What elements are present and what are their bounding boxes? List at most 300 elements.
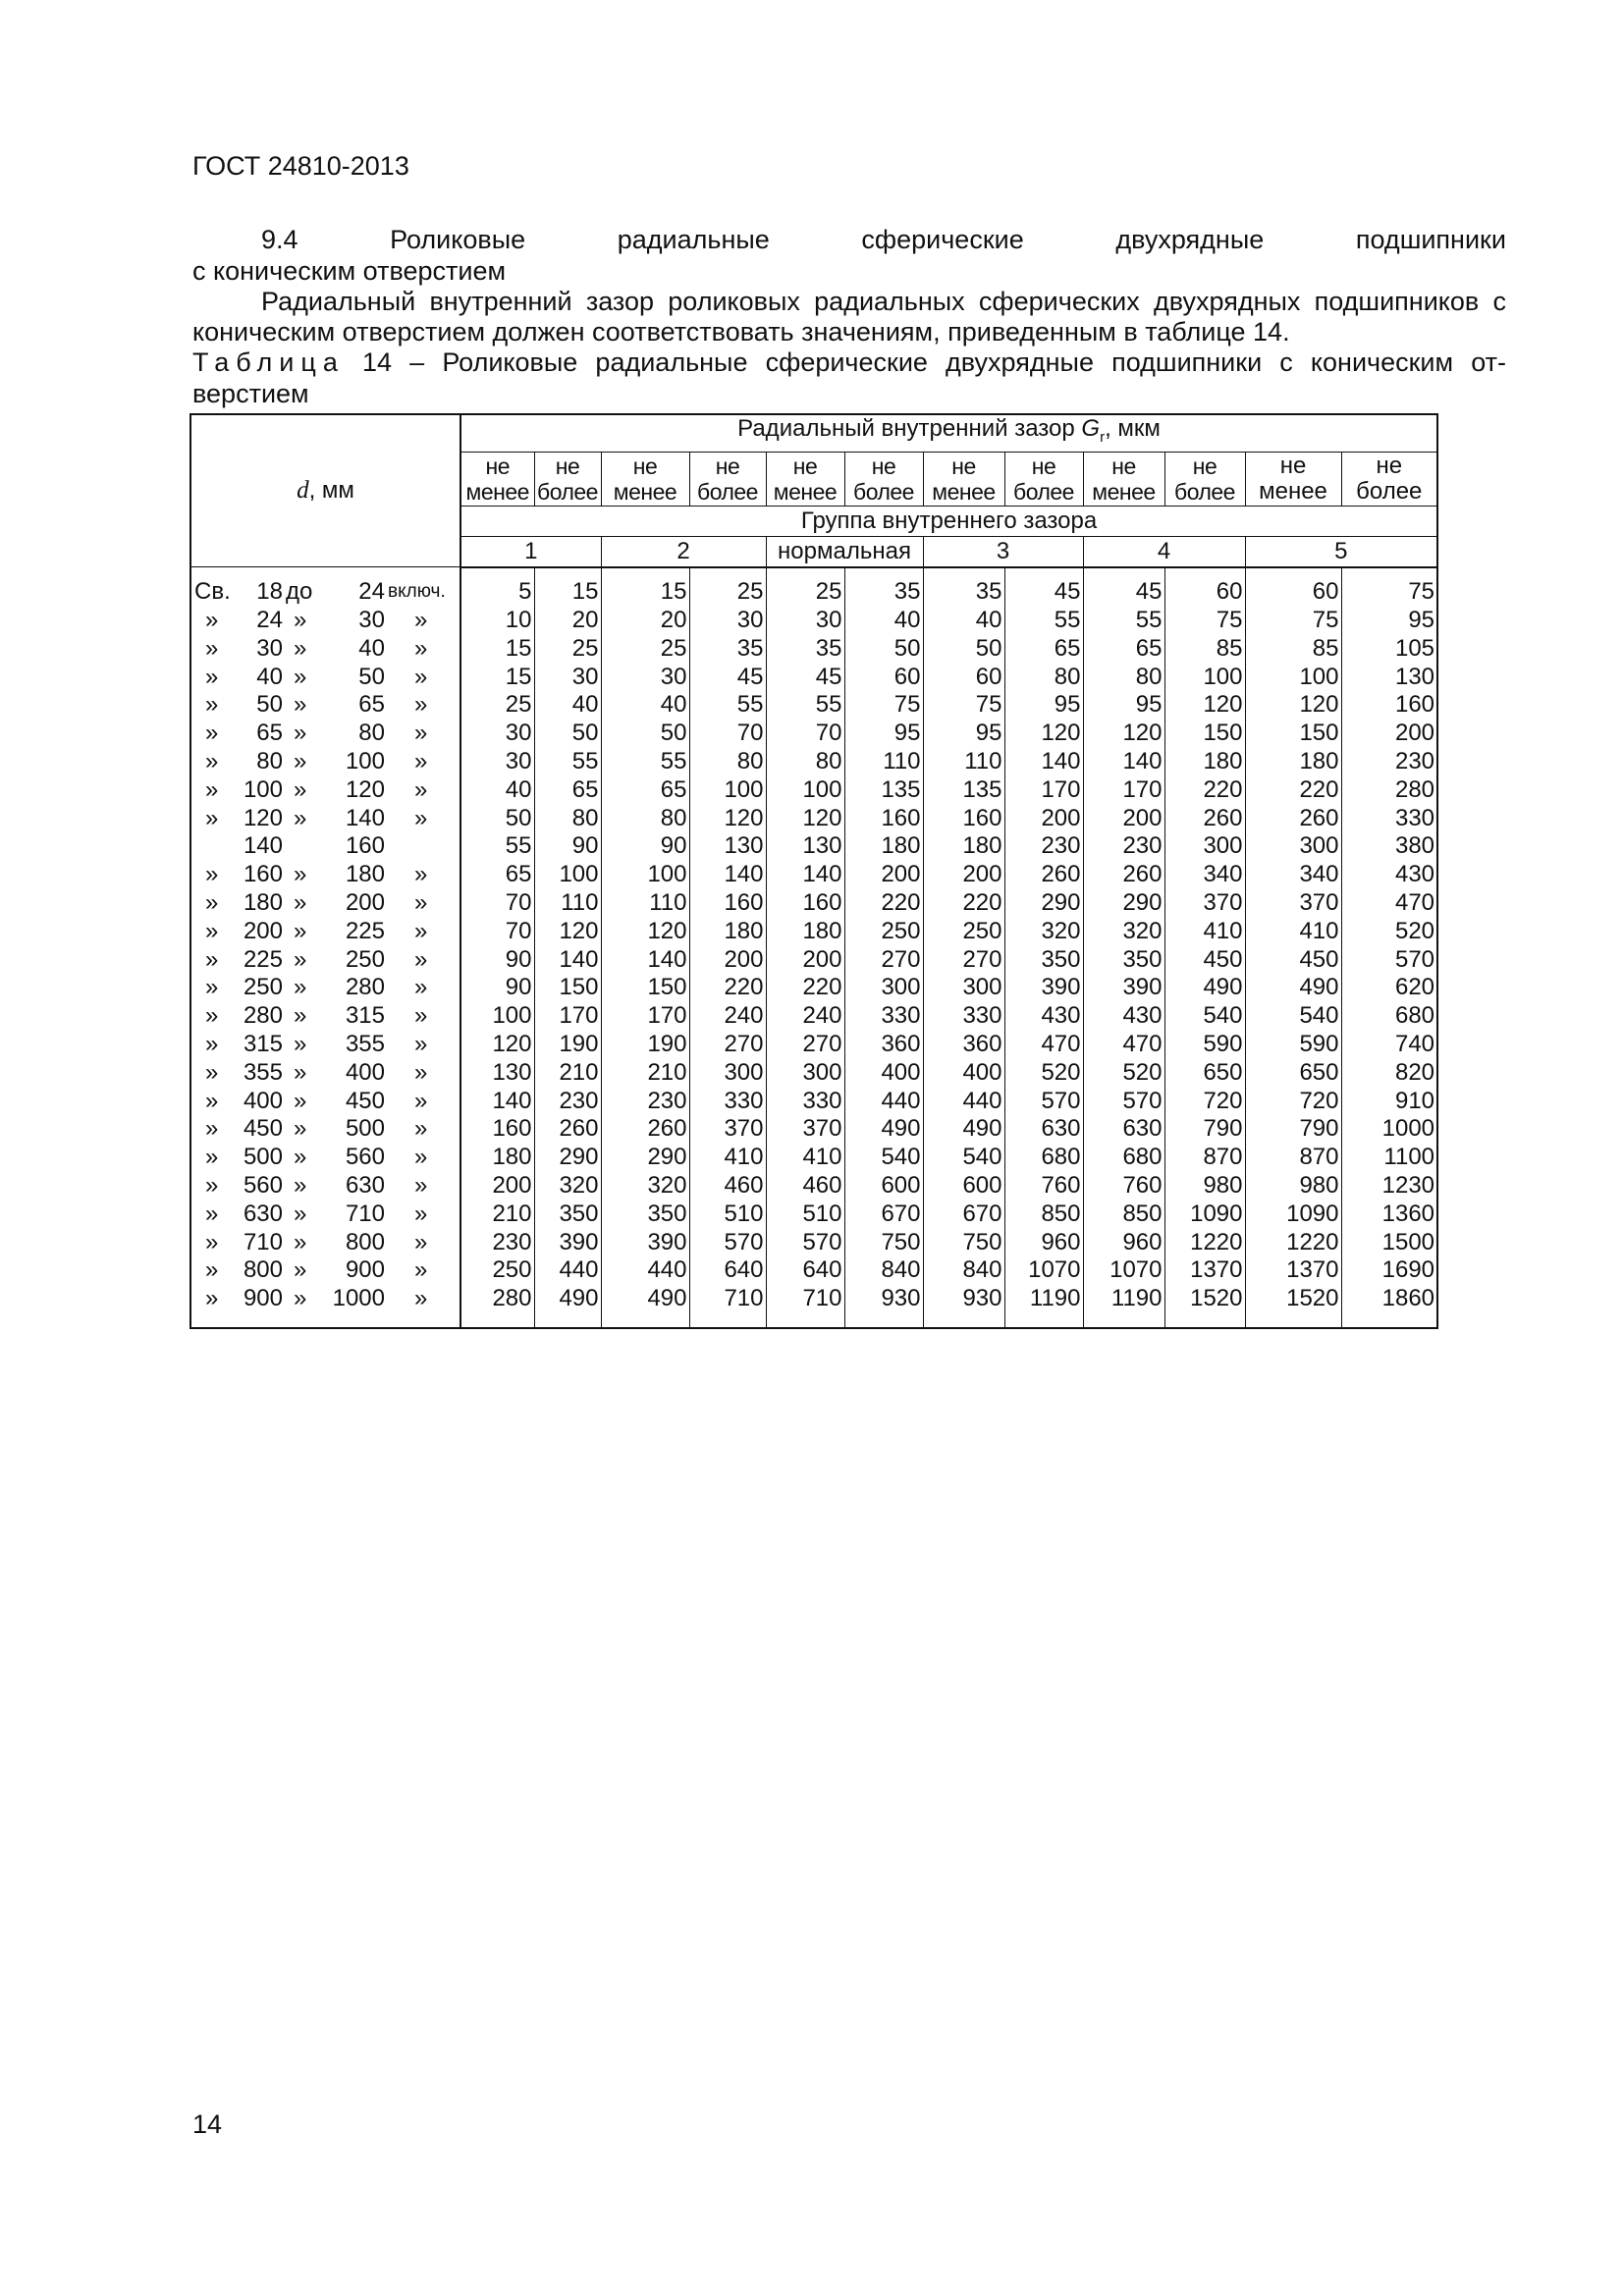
table-row <box>190 1002 1437 1031</box>
ditto-mark: » <box>294 945 307 973</box>
max-value-cell: 670 <box>844 1200 923 1228</box>
max-value-cell: 210 <box>534 1058 601 1087</box>
ditto-mark: » <box>294 1256 307 1284</box>
min-value-cell: 95 <box>923 720 1004 748</box>
max-value-cell: 50 <box>844 634 923 663</box>
ditto-mark: » <box>205 917 219 944</box>
d-from-value: 200 <box>243 917 283 944</box>
table-caption-line2: верстием <box>192 379 309 408</box>
ditto-mark: » <box>414 917 428 944</box>
max-value-cell: 340 <box>1164 861 1245 889</box>
group-label: 3 <box>923 536 1083 567</box>
max-value-cell: 1000 <box>1341 1115 1437 1144</box>
max-value-cell: 180 <box>689 917 766 945</box>
min-value-cell: 230 <box>601 1087 689 1115</box>
min-value-cell: 160 <box>923 804 1004 832</box>
max-value-cell: 620 <box>1341 974 1437 1002</box>
max-value-cell: 750 <box>844 1228 923 1256</box>
ditto-mark: » <box>294 720 307 747</box>
min-value-cell: 5 <box>460 567 534 607</box>
ditto-mark: » <box>294 1285 307 1312</box>
max-value-cell: 540 <box>1164 1002 1245 1031</box>
max-value-cell: 220 <box>844 889 923 918</box>
table-row <box>190 691 1437 720</box>
max-value-cell: 330 <box>1341 804 1437 832</box>
clearance-table <box>189 413 1438 1329</box>
max-value-cell: 640 <box>689 1256 766 1285</box>
min-value-cell: 490 <box>1245 974 1341 1002</box>
max-value-cell: 60 <box>844 663 923 691</box>
max-value-cell: 350 <box>534 1200 601 1228</box>
min-value-cell: 40 <box>923 607 1004 635</box>
ditto-mark: » <box>205 634 219 662</box>
max-value-cell: 410 <box>1164 917 1245 945</box>
max-value-cell: 740 <box>1341 1031 1437 1059</box>
d-to-value: 1000 <box>332 1285 385 1312</box>
d-from-value: 630 <box>243 1200 283 1227</box>
d-to-value: 120 <box>345 775 385 803</box>
min-value-cell: 25 <box>601 634 689 663</box>
max-value-cell: 460 <box>689 1172 766 1201</box>
max-value-cell: 190 <box>534 1031 601 1059</box>
max-value-cell: 65 <box>1004 634 1083 663</box>
d-range-cell <box>190 1256 460 1285</box>
max-value-cell: 25 <box>534 634 601 663</box>
d-to-value: 710 <box>345 1200 385 1227</box>
max-value-cell: 270 <box>844 945 923 974</box>
max-value-cell: 40 <box>534 691 601 720</box>
min-value-cell: 680 <box>1083 1144 1164 1172</box>
max-value-cell: 120 <box>1004 720 1083 748</box>
ditto-mark: » <box>414 606 428 633</box>
min-value-cell: 60 <box>1245 567 1341 607</box>
max-header: не более <box>1341 452 1437 506</box>
ditto-mark: » <box>414 1256 428 1284</box>
ditto-mark: » <box>294 634 307 662</box>
d-to-value: 24 <box>358 577 385 605</box>
min-value-cell: 180 <box>766 917 844 945</box>
max-value-cell: 290 <box>534 1144 601 1172</box>
d-unit: , мм <box>308 477 354 505</box>
ditto-mark: » <box>205 1171 219 1199</box>
min-value-cell: 650 <box>1245 1058 1341 1087</box>
table-row <box>190 804 1437 832</box>
min-value-cell: 490 <box>923 1115 1004 1144</box>
ditto-mark: » <box>205 691 219 719</box>
min-value-cell: 260 <box>1083 861 1164 889</box>
min-value-cell: 570 <box>766 1228 844 1256</box>
max-value-cell: 75 <box>1164 607 1245 635</box>
min-value-cell: 90 <box>460 974 534 1002</box>
max-value-cell: 570 <box>1341 945 1437 974</box>
min-value-cell: 510 <box>766 1200 844 1228</box>
max-header: не более <box>1004 452 1083 506</box>
ditto-mark: » <box>294 606 307 633</box>
min-value-cell: 180 <box>1245 748 1341 776</box>
d-to-value: 500 <box>345 1115 385 1143</box>
d-range-cell <box>190 1228 460 1256</box>
max-value-cell: 220 <box>1164 775 1245 804</box>
min-value-cell: 65 <box>1083 634 1164 663</box>
group-label: 4 <box>1083 536 1245 567</box>
max-value-cell: 100 <box>689 775 766 804</box>
min-value-cell: 120 <box>601 917 689 945</box>
min-value-cell: 170 <box>601 1002 689 1031</box>
min-value-cell: 400 <box>923 1058 1004 1087</box>
min-header: не менее <box>1245 452 1341 506</box>
ditto-mark: » <box>414 1087 428 1114</box>
min-value-cell: 120 <box>460 1031 534 1059</box>
ditto-mark: » <box>294 1030 307 1057</box>
ditto-mark: » <box>414 1171 428 1199</box>
min-value-cell: 640 <box>766 1256 844 1285</box>
max-value-cell: 280 <box>1341 775 1437 804</box>
d-range-cell <box>190 889 460 918</box>
d-range-cell <box>190 663 460 691</box>
document-header: ГОСТ 24810-2013 <box>192 151 409 181</box>
min-value-cell: 220 <box>1245 775 1341 804</box>
ditto-mark: » <box>414 691 428 719</box>
table-row <box>190 1285 1437 1313</box>
max-value-cell: 400 <box>844 1058 923 1087</box>
min-value-cell: 50 <box>601 720 689 748</box>
max-value-cell: 200 <box>689 945 766 974</box>
d-from-value: 355 <box>243 1058 283 1086</box>
max-value-cell: 490 <box>1164 974 1245 1002</box>
min-value-cell: 35 <box>923 567 1004 607</box>
d-range-cell <box>190 1087 460 1115</box>
min-value-cell: 55 <box>601 748 689 776</box>
page-number: 14 <box>192 2109 223 2139</box>
max-value-cell: 150 <box>1164 720 1245 748</box>
min-value-cell: 960 <box>1083 1228 1164 1256</box>
min-value-cell: 120 <box>1245 691 1341 720</box>
min-value-cell: 330 <box>923 1002 1004 1031</box>
max-value-cell: 1100 <box>1341 1144 1437 1172</box>
max-value-cell: 680 <box>1004 1144 1083 1172</box>
min-value-cell: 280 <box>460 1285 534 1313</box>
max-value-cell: 1220 <box>1164 1228 1245 1256</box>
max-value-cell: 300 <box>1164 832 1245 861</box>
min-value-cell: 540 <box>1245 1002 1341 1031</box>
ditto-mark: » <box>205 1228 219 1255</box>
ditto-mark: » <box>205 888 219 916</box>
d-to-value: 900 <box>345 1256 385 1284</box>
min-value-cell: 450 <box>1245 945 1341 974</box>
max-value-cell: 1230 <box>1341 1172 1437 1201</box>
min-value-cell: 760 <box>1083 1172 1164 1201</box>
section-heading-line2: с коническим отверстием <box>192 256 507 286</box>
ditto-mark: » <box>294 1171 307 1199</box>
max-value-cell: 470 <box>1341 889 1437 918</box>
min-value-cell: 35 <box>766 634 844 663</box>
ditto-mark: » <box>294 1058 307 1086</box>
max-value-cell: 200 <box>1004 804 1083 832</box>
min-value-cell: 370 <box>1245 889 1341 918</box>
min-value-cell: 80 <box>766 748 844 776</box>
table-row <box>190 861 1437 889</box>
table-row <box>190 974 1437 1002</box>
max-value-cell: 220 <box>689 974 766 1002</box>
max-value-cell: 200 <box>844 861 923 889</box>
min-value-cell: 320 <box>601 1172 689 1201</box>
min-value-cell: 45 <box>766 663 844 691</box>
min-value-cell: 1370 <box>1245 1256 1341 1285</box>
ditto-mark: » <box>205 720 219 747</box>
max-value-cell: 1190 <box>1004 1285 1083 1313</box>
d-from-value: 30 <box>256 634 283 662</box>
table-row <box>190 1256 1437 1285</box>
max-value-cell: 180 <box>844 832 923 861</box>
max-value-cell: 40 <box>844 607 923 635</box>
min-value-cell: 430 <box>1083 1002 1164 1031</box>
max-value-cell: 300 <box>844 974 923 1002</box>
max-value-cell: 910 <box>1341 1087 1437 1115</box>
max-value-cell: 180 <box>1164 748 1245 776</box>
ditto-mark: » <box>205 804 219 831</box>
min-value-cell: 670 <box>923 1200 1004 1228</box>
min-value-cell: 130 <box>766 832 844 861</box>
min-value-cell: 160 <box>460 1115 534 1144</box>
d-symbol: d <box>297 477 309 505</box>
max-value-cell: 90 <box>534 832 601 861</box>
table-row <box>190 1058 1437 1087</box>
min-value-cell: 140 <box>766 861 844 889</box>
d-from-value: 18 <box>256 577 283 605</box>
max-value-cell: 230 <box>1341 748 1437 776</box>
max-value-cell: 360 <box>844 1031 923 1059</box>
max-value-cell: 520 <box>1004 1058 1083 1087</box>
ditto-mark: » <box>205 775 219 803</box>
group-label: 2 <box>601 536 766 567</box>
max-value-cell: 1360 <box>1341 1200 1437 1228</box>
min-value-cell: 850 <box>1083 1200 1164 1228</box>
min-value-cell: 80 <box>601 804 689 832</box>
d-range-cell <box>190 775 460 804</box>
min-value-cell: 1220 <box>1245 1228 1341 1256</box>
min-value-cell: 200 <box>460 1172 534 1201</box>
min-value-cell: 350 <box>601 1200 689 1228</box>
ditto-mark: » <box>294 861 307 888</box>
min-value-cell: 95 <box>1083 691 1164 720</box>
ditto-mark: » <box>414 1144 428 1171</box>
min-value-cell: 440 <box>923 1087 1004 1115</box>
max-value-cell: 410 <box>689 1144 766 1172</box>
min-value-cell: 390 <box>1083 974 1164 1002</box>
min-value-cell: 470 <box>1083 1031 1164 1059</box>
max-value-cell: 140 <box>689 861 766 889</box>
min-value-cell: 60 <box>923 663 1004 691</box>
min-value-cell: 930 <box>923 1285 1004 1313</box>
d-to-value: 40 <box>358 634 385 662</box>
max-value-cell: 710 <box>689 1285 766 1313</box>
min-value-cell: 250 <box>460 1256 534 1285</box>
min-value-cell: 15 <box>460 663 534 691</box>
ditto-mark: » <box>294 663 307 690</box>
max-value-cell: 20 <box>534 607 601 635</box>
d-range-cell <box>190 634 460 663</box>
ditto-mark: » <box>205 1058 219 1086</box>
ditto-mark: » <box>294 747 307 774</box>
max-value-cell: 330 <box>689 1087 766 1115</box>
max-value-cell: 600 <box>844 1172 923 1201</box>
table-row <box>190 1144 1437 1172</box>
table-row <box>190 832 1437 861</box>
d-from-value: 140 <box>243 832 283 860</box>
max-value-cell: 30 <box>689 607 766 635</box>
min-value-cell: 85 <box>1245 634 1341 663</box>
min-value-cell: 25 <box>766 567 844 607</box>
d-range-cell <box>190 1058 460 1087</box>
max-value-cell: 120 <box>689 804 766 832</box>
ditto-mark: » <box>294 1087 307 1114</box>
min-value-cell: 120 <box>766 804 844 832</box>
min-value-cell: 410 <box>1245 917 1341 945</box>
ditto-mark: » <box>205 1087 219 1114</box>
max-value-cell: 430 <box>1341 861 1437 889</box>
min-value-cell: 80 <box>1083 663 1164 691</box>
max-value-cell: 110 <box>534 889 601 918</box>
ditto-mark: » <box>414 888 428 916</box>
min-header: не менее <box>460 452 534 506</box>
min-value-cell: 120 <box>1083 720 1164 748</box>
min-value-cell: 65 <box>601 775 689 804</box>
d-range-cell <box>190 861 460 889</box>
max-value-cell: 760 <box>1004 1172 1083 1201</box>
min-value-cell: 90 <box>601 832 689 861</box>
ditto-mark: » <box>414 945 428 973</box>
d-from-value: 315 <box>243 1030 283 1057</box>
max-value-cell: 1090 <box>1164 1200 1245 1228</box>
table-body <box>190 567 1437 1328</box>
max-value-cell: 95 <box>1341 607 1437 635</box>
ditto-mark: » <box>414 1002 428 1030</box>
min-value-cell: 75 <box>923 691 1004 720</box>
table-row <box>190 1228 1437 1256</box>
d-inclusive-label: включ. <box>388 580 446 602</box>
max-value-cell: 540 <box>844 1144 923 1172</box>
min-value-cell: 135 <box>923 775 1004 804</box>
d-column-header <box>190 414 460 567</box>
max-value-cell: 390 <box>1004 974 1083 1002</box>
d-to-value: 315 <box>345 1002 385 1030</box>
min-value-cell: 290 <box>601 1144 689 1172</box>
d-from-value: 65 <box>256 720 283 747</box>
d-to-value: 450 <box>345 1087 385 1114</box>
d-to-value: 180 <box>345 861 385 888</box>
max-value-cell: 65 <box>534 775 601 804</box>
max-value-cell: 320 <box>1004 917 1083 945</box>
min-value-cell: 230 <box>1083 832 1164 861</box>
min-value-cell: 30 <box>601 663 689 691</box>
d-over-label: Св. <box>194 577 231 605</box>
min-value-cell: 190 <box>601 1031 689 1059</box>
max-value-cell: 55 <box>689 691 766 720</box>
d-from-value: 560 <box>243 1171 283 1199</box>
max-value-cell: 790 <box>1164 1115 1245 1144</box>
min-value-cell: 70 <box>460 917 534 945</box>
min-value-cell: 600 <box>923 1172 1004 1201</box>
max-value-cell: 85 <box>1164 634 1245 663</box>
max-value-cell: 70 <box>689 720 766 748</box>
min-value-cell: 210 <box>460 1200 534 1228</box>
table-caption-label: Таблица <box>192 347 345 377</box>
max-value-cell: 250 <box>844 917 923 945</box>
d-range-cell <box>190 1144 460 1172</box>
ditto-mark: » <box>414 1030 428 1057</box>
ditto-mark: » <box>294 1002 307 1030</box>
max-value-cell: 170 <box>534 1002 601 1031</box>
d-range-cell <box>190 832 460 861</box>
ditto-mark: » <box>414 663 428 690</box>
group-header: Группа внутреннего зазора <box>460 506 1437 536</box>
max-value-cell: 15 <box>534 567 601 607</box>
ditto-mark: » <box>205 945 219 973</box>
max-value-cell: 120 <box>534 917 601 945</box>
min-value-cell: 90 <box>460 945 534 974</box>
min-header: не менее <box>601 452 689 506</box>
min-value-cell: 200 <box>766 945 844 974</box>
table-row <box>190 1031 1437 1059</box>
min-value-cell: 520 <box>1083 1058 1164 1087</box>
d-from-value: 250 <box>243 974 283 1001</box>
min-value-cell: 870 <box>1245 1144 1341 1172</box>
min-value-cell: 410 <box>766 1144 844 1172</box>
ditto-mark: » <box>414 1228 428 1255</box>
ditto-mark: » <box>205 1285 219 1312</box>
min-value-cell: 40 <box>601 691 689 720</box>
group-label: 1 <box>460 536 601 567</box>
max-value-cell: 60 <box>1164 567 1245 607</box>
ditto-mark: » <box>294 804 307 831</box>
table-header <box>190 414 1437 567</box>
ditto-mark: » <box>414 775 428 803</box>
min-value-cell: 490 <box>601 1285 689 1313</box>
d-range-cell <box>190 607 460 635</box>
table-row <box>190 1087 1437 1115</box>
table-row <box>190 634 1437 663</box>
max-value-cell: 110 <box>844 748 923 776</box>
max-value-cell: 105 <box>1341 634 1437 663</box>
min-value-cell: 70 <box>460 889 534 918</box>
max-header: не более <box>689 452 766 506</box>
min-value-cell: 390 <box>601 1228 689 1256</box>
max-value-cell: 450 <box>1164 945 1245 974</box>
max-value-cell: 1500 <box>1341 1228 1437 1256</box>
ditto-mark: » <box>414 1058 428 1086</box>
max-value-cell: 55 <box>1004 607 1083 635</box>
min-value-cell: 790 <box>1245 1115 1341 1144</box>
min-value-cell: 15 <box>601 567 689 607</box>
max-value-cell: 520 <box>1341 917 1437 945</box>
table-row <box>190 889 1437 918</box>
min-value-cell: 220 <box>766 974 844 1002</box>
d-to-value: 400 <box>345 1058 385 1086</box>
max-value-cell: 160 <box>844 804 923 832</box>
ditto-mark: » <box>414 1285 428 1312</box>
d-range-cell <box>190 748 460 776</box>
d-to-value: 280 <box>345 974 385 1001</box>
min-value-cell: 30 <box>766 607 844 635</box>
max-value-cell: 50 <box>534 720 601 748</box>
max-value-cell: 135 <box>844 775 923 804</box>
max-value-cell: 80 <box>534 804 601 832</box>
max-value-cell: 1070 <box>1004 1256 1083 1285</box>
ditto-mark: » <box>294 1115 307 1143</box>
table-row <box>190 1200 1437 1228</box>
min-value-cell: 170 <box>1083 775 1164 804</box>
max-header: не более <box>1164 452 1245 506</box>
